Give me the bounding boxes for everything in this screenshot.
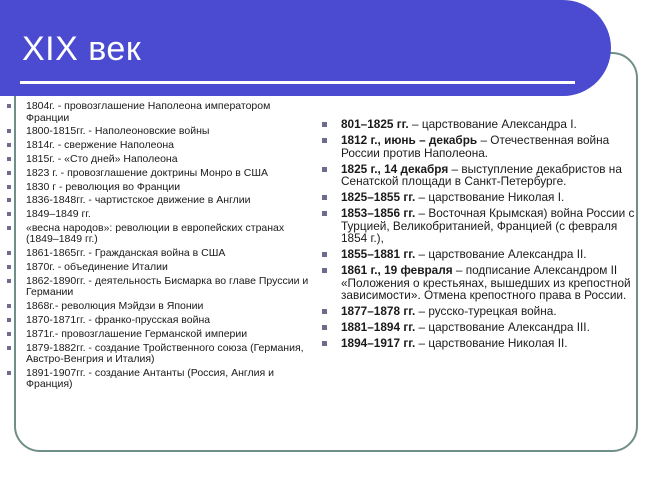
list-item: 1836-1848гг. - чартистское движение в Англии: [6, 195, 316, 207]
title-underline: [20, 81, 575, 84]
event-text: – царствование Александра I.: [408, 117, 577, 131]
list-item: [321, 134, 639, 159]
list-item: [321, 207, 639, 245]
event-date: 1855–1881 гг.: [341, 247, 416, 261]
list-item: [321, 264, 639, 302]
list-item: [321, 321, 639, 334]
event-date: 1861 г., 19 февраля: [341, 263, 453, 277]
event-date: 1881–1894 гг.: [341, 320, 416, 334]
list-item: [321, 337, 639, 350]
list-item: 1800-1815гг. - Наполеоновские войны: [6, 126, 316, 138]
list-item: «весна народов»: революции в европейских странах (1849–1849 гг.): [6, 223, 316, 246]
list-item: 1870-1871гг. - франко-прусская война: [6, 315, 316, 327]
list-item: [321, 163, 639, 188]
list-item: [321, 305, 639, 318]
russia-events-list: [321, 118, 639, 353]
list-item: 1868г.- революция Мэйдзи в Японии: [6, 301, 316, 313]
event-text: – подписание Александром II «Положения о крестьянах, вышедших из крепостной зависимости». Отмена крепостного права в России.: [341, 263, 631, 302]
event-text: – царствование Николая II.: [415, 336, 568, 350]
event-date: 1894–1917 гг.: [341, 336, 416, 350]
event-date: 1825 г., 14 декабря: [341, 161, 449, 176]
list-item: 1814г. - свержение Наполеона: [6, 140, 316, 152]
list-item: 1823 г. - провозглашение доктрины Монро в США: [6, 168, 316, 180]
list-item: 1830 г - революция во Франции: [6, 182, 316, 194]
event-text: – царствование Николая I.: [415, 190, 565, 204]
list-item: 1871г.- провозглашение Германской империи: [6, 329, 316, 341]
list-item: 1891-1907гг. - создание Антанты (Россия, Англия и Франция): [6, 368, 316, 391]
list-item: 1879-1882гг. - создание Тройственного союза (Германия, Австро-Венгрия и Италия): [6, 343, 316, 366]
list-item: 1849–1849 гг.: [6, 209, 316, 221]
list-item: [321, 118, 639, 131]
list-item: 1815г. - «Сто дней» Наполеона: [6, 154, 316, 166]
event-date: 1877–1878 гг.: [341, 304, 416, 318]
world-events-list: [6, 101, 316, 393]
event-text: – Восточная Крымская) война России с Турцией, Великобританией, Францией (с февраля 1854 г.),: [341, 206, 635, 245]
list-item: 1870г. - объединение Италии: [6, 262, 316, 274]
event-date: 801–1825 гг.: [341, 117, 409, 131]
list-item: [321, 191, 639, 204]
event-text: – царствование Александра III.: [415, 320, 590, 334]
title-bar: [0, 0, 611, 96]
event-text: – русско-турецкая война.: [415, 304, 557, 318]
list-item: 1804г. - провозглашение Наполеона императором Франции: [6, 101, 316, 124]
event-text: – Отечественная война России против Наполеона.: [341, 133, 610, 160]
event-date: 1825–1855 гг.: [341, 190, 416, 204]
event-date: 1812 г., июнь – декабрь: [341, 133, 478, 147]
event-text: – царствование Александра II.: [415, 247, 587, 261]
event-date: 1853–1856 гг.: [341, 206, 416, 220]
list-item: [321, 248, 639, 261]
list-item: 1861-1865гг. - Гражданская война в США: [6, 248, 316, 260]
event-text: – выступление декабристов на Сенатской площади в Санкт-Петербурге.: [341, 161, 622, 188]
list-item: 1862-1890гг. - деятельность Бисмарка во главе Пруссии и Германии: [6, 276, 316, 299]
slide-title: XIX век: [22, 30, 142, 68]
